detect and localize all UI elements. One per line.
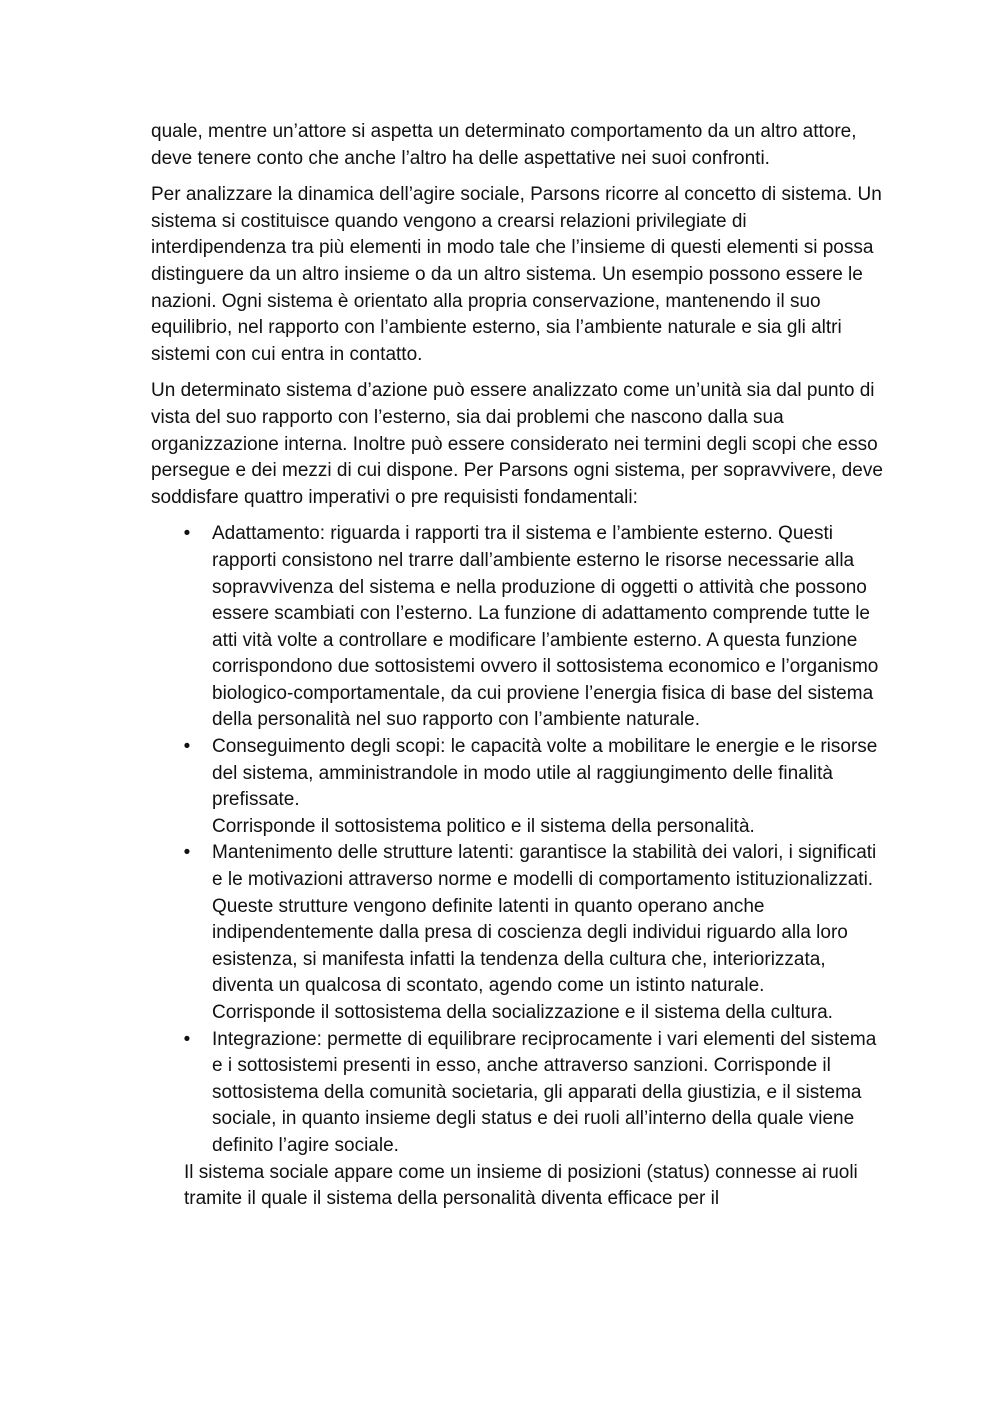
list-item-latency	[151, 840, 886, 1026]
paragraph-system-concept: Per analizzare la dinamica dell’agire sociale, Parsons ricorre al concetto di sistema. Un sistema si costituisce quando vengono a crearsi relazioni privilegiate di interdipendenza tra più elementi in modo tale che l’insieme di questi elementi si possa distinguere da un altro insieme o da un altro sistema. Un esempio possono essere le nazioni. Ogni sistema è orientato alla propria conservazione, mantenendo il suo equilibrio, nel rapporto con l’ambiente esterno, sia l’ambiente naturale e sia gli altri sistemi con cui entra in contatto.	[151, 184, 882, 365]
requirements-list	[151, 521, 886, 1159]
list-item-text: Adattamento: riguarda i rapporti tra il sistema e l’ambiente esterno. Questi rapporti consistono nel trarre dall’ambiente esterno le risorse necessarie alla sopravvivenza del sistema e nella produzione di oggetti o attività che possono essere scambiati con l’esterno. La funzione di adattamento comprende tutte le atti vità volte a controllare e modificare l’ambiente esterno. A questa funzione corrispondono due sottosistemi ovvero il sottosistema economico e l’organismo biologico-comportamentale, da cui proviene l’energia fisica di base del sistema della personalità nel suo rapporto con l’ambiente naturale.	[212, 523, 879, 731]
bullet-icon: •	[183, 1028, 191, 1050]
list-item-text: Integrazione: permette di equilibrare reciprocamente i vari elementi del sistema e i sottosistemi presenti in esso, anche attraverso sanzioni. Corrisponde il sottosistema della comunità societaria, gli apparati della giustizia, e il sistema sociale, in quanto insieme degli status e dei ruoli all’interno della quale viene definito l’agire sociale.	[212, 1028, 877, 1156]
bullet-icon: •	[183, 842, 191, 864]
paragraph-action-system: Un determinato sistema d’azione può essere analizzato come un’unità sia dal punto di vista del suo rapporto con l’esterno, sia dai problemi che nascono dalla sua organizzazione interna. Inoltre può essere considerato nei termini degli scopi che esso persegue e dei mezzi di cui dispone. Per Parsons ogni sistema, per sopravvivere, deve soddisfare quattro imperativi o pre requisisti fondamentali:	[151, 380, 883, 508]
list-item-text: Conseguimento degli scopi: le capacità volte a mobilitare le energie e le risorse del sistema, amministrandole in modo utile al raggiungimento delle finalità prefissate.	[212, 736, 878, 811]
bullet-icon: •	[183, 523, 191, 545]
bullet-icon: •	[183, 736, 191, 758]
paragraph-closing: Il sistema sociale appare come un insieme di posizioni (status) connesse ai ruoli tramite il quale il sistema della personalità diventa efficace per il	[184, 1161, 858, 1210]
list-item-adaptation	[151, 521, 886, 734]
page-body	[151, 119, 886, 1213]
paragraph-continuation: quale, mentre un’attore si aspetta un determinato comportamento da un altro attore, deve tenere conto che anche l’altro ha delle aspettative nei suoi confronti.	[151, 121, 857, 169]
list-item-integration	[151, 1027, 886, 1160]
list-item-text: Mantenimento delle strutture latenti: garantisce la stabilità dei valori, i significati e le motivazioni attraverso norme e modelli di comportamento istituzionalizzati. Queste strutture vengono definite latenti in quanto operano anche indipendentemente dalla presa di coscienza degli individui riguardo alla loro esistenza, si manifesta infatti la tendenza della cultura che, interiorizzata, diventa un qualcosa di scontato, agendo come un istinto naturale.	[212, 842, 877, 997]
list-item-goal-attainment	[151, 734, 886, 840]
list-item-subsystem-note: Corrisponde il sottosistema della socializzazione e il sistema della cultura.	[212, 1002, 833, 1023]
list-item-subsystem-note: Corrisponde il sottosistema politico e il sistema della personalità.	[212, 815, 755, 837]
